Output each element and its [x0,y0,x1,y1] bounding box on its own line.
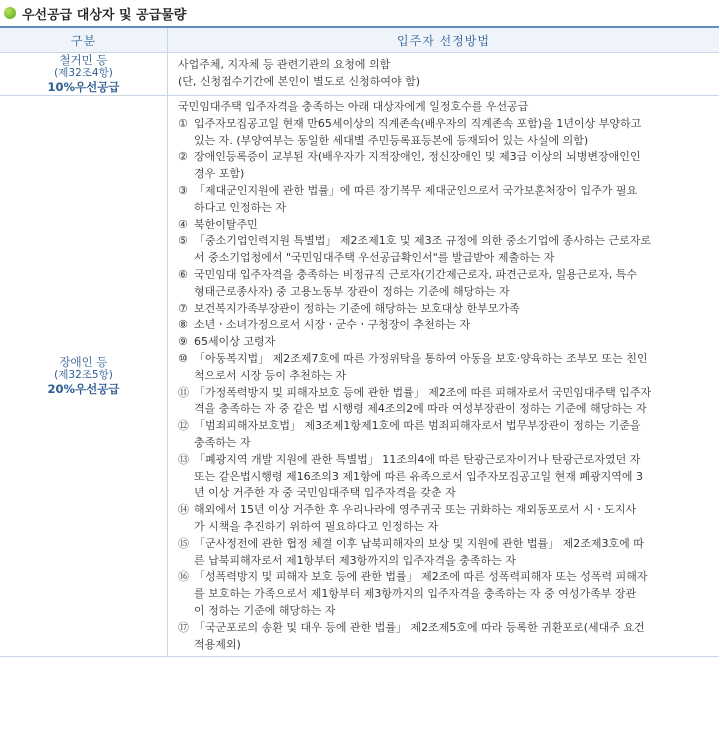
list-item-text [194,385,713,419]
list-item-text [194,317,713,334]
list-item-line: 적용제외) [194,637,241,651]
list-item [178,385,713,419]
list-item-line: 른 납북피해자로서 제1항부터 제3항까지의 입주자격을 충족하는 자 [194,553,516,567]
list-item-number: ③ [178,183,188,197]
list-item-line: 년 이상 거주한 자 중 국민임대주택 입주자격을 갖춘 자 [194,486,456,500]
list-item-text [194,149,713,183]
list-item-line: 를 보호하는 가족으로서 제1항부터 제3항까지의 입주자격을 충족하는 자 중 여성가족부 장관 [194,587,637,601]
category-ratio: 20%우선공급 [47,382,120,397]
list-item-line: 「군사정전에 관한 협정 체결 이후 납북피해자의 보상 및 지원에 관한 법률」 제2조제3호에 따 [194,536,644,550]
list-item-text [194,183,713,217]
list-item-number: ⑬ [178,452,189,466]
list-item-text [194,267,713,301]
list-item-line: 이 정하는 기준에 해당하는 자 [194,603,336,617]
list-item-text [194,502,713,536]
section-title: 우선공급 대상자 및 공급물량 [22,7,187,23]
list-item-number: ⑦ [178,301,188,315]
list-item-text [194,620,713,654]
section-title-bar [0,0,720,26]
list-item [178,267,713,301]
list-item-number: ④ [178,217,188,231]
list-item-text [194,536,713,570]
list-item-text [194,116,713,150]
list-item-line: 「범죄피해자보호법」 제3조제1항제1호에 따른 범죄피해자로서 법무부장관이 정하는 기준을 [194,419,641,433]
list-item-number: ⑪ [178,385,189,399]
category-ratio: 10%우선공급 [47,80,120,94]
method-line: 사업주체, 지자체 등 관련기관의 요청에 의함 [178,58,391,72]
list-item [178,418,713,452]
list-item [178,116,713,150]
list-item-line: 북한이탈주민 [194,217,258,231]
list-item [178,183,713,217]
list-item-line: 경우 포함) [194,167,245,181]
category-cell [0,53,168,96]
list-item-line: 65세이상 고령자 [194,335,276,349]
table-row [0,53,719,96]
category-name: 장애인 등 [59,355,108,370]
list-item [178,301,713,318]
list-item-text [194,233,713,267]
list-item-line: 「제대군인지원에 관한 법률」에 따른 장기복무 제대군인으로서 국가보훈처장이 입주가 필요 [194,183,638,197]
list-item-text [194,217,713,234]
list-item [178,317,713,334]
method-cell [168,96,720,657]
list-item-line: 해외에서 15년 이상 거주한 후 우리나라에 영주귀국 또는 귀화하는 재외동포로서 시ㆍ도지사 [194,503,637,517]
list-item-line: 「성폭력방지 및 피해자 보호 등에 관한 법률」 제2조에 따른 성폭력피해자 또는 성폭력 피해자 [194,570,648,584]
list-item-line: 또는 같은법시행령 제16조의3 제1항에 따른 유족으로서 입주자모집공고일 현재 폐광지역에 3 [194,469,643,483]
list-item-number: ① [178,116,188,130]
method-line: (단, 신청접수기간에 본인이 별도로 신청하여야 함) [178,75,421,88]
list-item-line: 「중소기업인력지원 특별법」 제2조제1호 및 제3조 규정에 의한 중소기업에 종사하는 근로자로 [194,234,651,248]
list-item [178,569,713,619]
list-item-line: 「아동복지법」 제2조제7호에 따른 가정위탁을 통하여 아동을 보호·양육하는 조부모 또는 친인 [194,351,648,365]
list-item-number: ⑥ [178,267,188,281]
list-item-text [194,452,713,502]
list-item-number: ⑫ [178,419,189,433]
category-cell [0,96,168,657]
table-row [0,96,719,657]
header-selection-method: 입주자 선정방법 [168,27,720,53]
category-name: 철거민 등 [59,53,108,67]
list-item-number: ⑨ [178,335,188,349]
list-item-number: ⑤ [178,234,188,248]
list-item-line: 서 중소기업청에서 "국민임대주택 우선공급확인서"를 발급받아 제출하는 자 [194,251,555,265]
list-item [178,452,713,502]
list-item [178,502,713,536]
list-item-line: 보건복지가족부장관이 정하는 기준에 해당하는 보호대상 한부모가족 [194,301,520,315]
list-item-line: 있는 자. (부양여부는 동일한 세대별 주민등록표등본에 등재되어 있는 사실에 의함) [194,133,589,147]
list-item-number: ⑯ [178,570,189,584]
list-item-line: 「폐광지역 개발 지원에 관한 특별법」 11조의4에 따른 탄광근로자이거나 탄광근로자였던 자 [194,452,641,466]
list-item [178,351,713,385]
list-item-line: 입주자모집공고일 현재 만65세이상의 직계존속(배우자의 직계존속 포함)을 1년이상 부양하고 [194,116,642,130]
list-item [178,217,713,234]
list-item-line: 「가정폭력방지 및 피해자보호 등에 관한 법률」 제2조에 따른 피해자로서 국민임대주택 입주자 [194,385,652,399]
list-item-text [194,351,713,385]
list-item [178,620,713,654]
list-item [178,149,713,183]
method-intro: 국민임대주택 입주자격을 충족하는 아래 대상자에게 일정호수를 우선공급 [178,100,529,113]
list-item-text [194,301,713,318]
list-item-number: ② [178,150,188,164]
list-item-text [194,334,713,351]
list-item-line: 형태근로종사자) 중 고용노동부 장관이 정하는 기준에 해당하는 자 [194,284,510,298]
list-item-number: ⑧ [178,318,188,332]
list-item [178,233,713,267]
method-cell [168,53,720,96]
list-item-number: ⑩ [178,351,188,365]
list-item-line: 격을 충족하는 자 중 같은 법 시행령 제4조의2에 따라 여성부장관이 정하는 기준에 해당하는 자 [194,402,647,416]
list-item-number: ⑭ [178,503,189,517]
list-item-line: 충족하는 자 [194,435,251,449]
list-item-line: 국민임대 입주자격을 충족하는 비정규직 근로자(기간제근로자, 파견근로자, 일용근로자, 특수 [194,267,638,281]
green-bullet-icon [4,7,16,19]
category-law: (제32조5항) [54,369,113,382]
list-item-line: 척으로서 시장 등이 추천하는 자 [194,368,347,382]
category-law: (제32조4항) [54,67,113,79]
list-item-line: 장애인등록증이 교부된 자(배우자가 지적장애인, 정신장애인 및 제3급 이상의 뇌병변장애인인 [194,150,641,164]
table-header-row [0,27,719,53]
list-item-line: 하다고 인정하는 자 [194,200,287,214]
list-item-number: ⑮ [178,536,189,550]
eligibility-list [178,116,713,654]
list-item-text [194,569,713,619]
list-item [178,536,713,570]
list-item-line: 소년ㆍ소녀가정으로서 시장ㆍ군수ㆍ구청장이 추천하는 자 [194,318,471,332]
priority-supply-table [0,26,719,657]
list-item [178,334,713,351]
list-item-line: 「국군포로의 송환 및 대우 등에 관한 법률」 제2조제5호에 따라 등록한 귀환포로(세대주 요건 [194,620,645,634]
list-item-number: ⑰ [178,620,189,634]
header-category: 구분 [0,27,168,53]
list-item-text [194,418,713,452]
list-item-line: 가 시책을 추진하기 위하여 필요하다고 인정하는 자 [194,519,439,533]
